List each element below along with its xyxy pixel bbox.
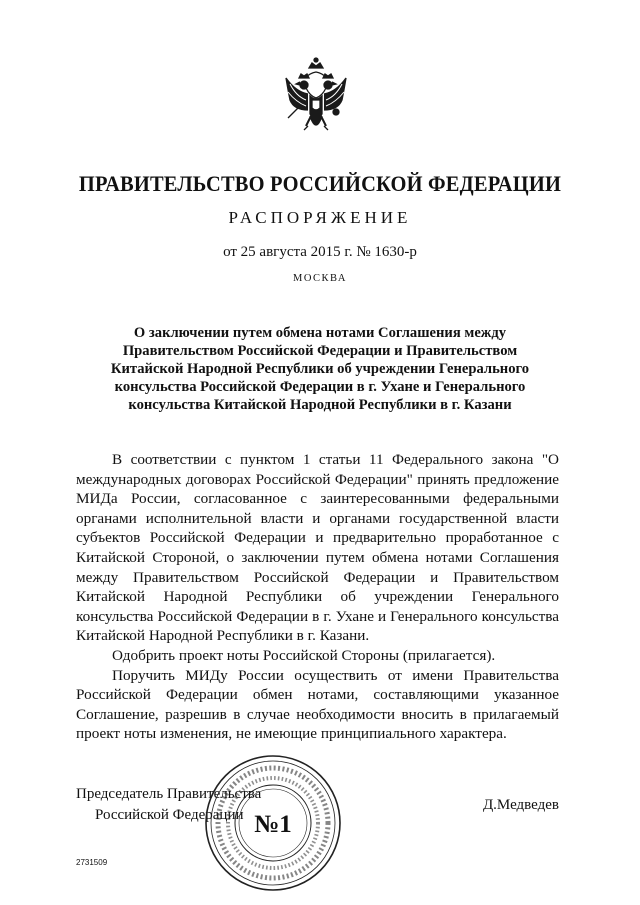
body-paragraph: Поручить МИДу России осуществить от имени Правительства Российской Федерации обмен нотами, составляющими указанное Соглашение, разрешив в случае необходимости вносить в прилагаемый проект ноты изменения, не имеющие принципиального характера.: [76, 666, 559, 743]
document-code: 2731509: [76, 858, 108, 867]
official-seal-icon: [202, 752, 344, 894]
subject-line: О заключении путем обмена нотами Соглашения между: [133, 325, 507, 341]
seal-number: №1: [254, 811, 292, 838]
subject-line: консульства Китайской Народной Республики в г. Казани: [128, 397, 512, 413]
signatory-title-line: Председатель Правительства: [76, 786, 262, 802]
coat-of-arms-icon: [270, 54, 362, 146]
document-body: [76, 450, 559, 744]
signatory-title-line: Российской Федерации: [95, 807, 244, 823]
document-city: МОСКВА: [293, 273, 347, 284]
document-subject: [60, 324, 580, 414]
subject-line: Китайской Народной Республики об учреждении Генерального: [110, 361, 530, 377]
document-type: РАСПОРЯЖЕНИЕ: [228, 208, 412, 227]
body-paragraph: Одобрить проект ноты Российской Стороны (прилагается).: [112, 646, 496, 664]
body-paragraph: В соответствии с пунктом 1 статьи 11 Федерального закона "О международных договорах Российской Федерации" принять предложение МИДа России, согласованное с заинтересованными федеральными органами исполнительной власти и органами государственной власти субъектов Российской Федерации и предварительно проработанное с Китайской Стороной, о заключении путем обмена нотами Соглашения между Правительством Российской Федерации и Правительством Китайской Народной Республики об учреждении Генерального консульства Российской Федерации в г. Ухане и Генерального консульства Китайской Народной Республики в г. Казани.: [76, 451, 559, 645]
subject-line: Правительством Российской Федерации и Правительством: [122, 343, 518, 359]
subject-line: консульства Российской Федерации в г. Ухане и Генерального: [114, 379, 526, 395]
government-title: ПРАВИТЕЛЬСТВО РОССИЙСКОЙ ФЕДЕРАЦИИ: [78, 171, 562, 196]
document-date-number: от 25 августа 2015 г. № 1630-р: [223, 244, 417, 260]
signer-name: Д.Медведев: [482, 797, 559, 813]
